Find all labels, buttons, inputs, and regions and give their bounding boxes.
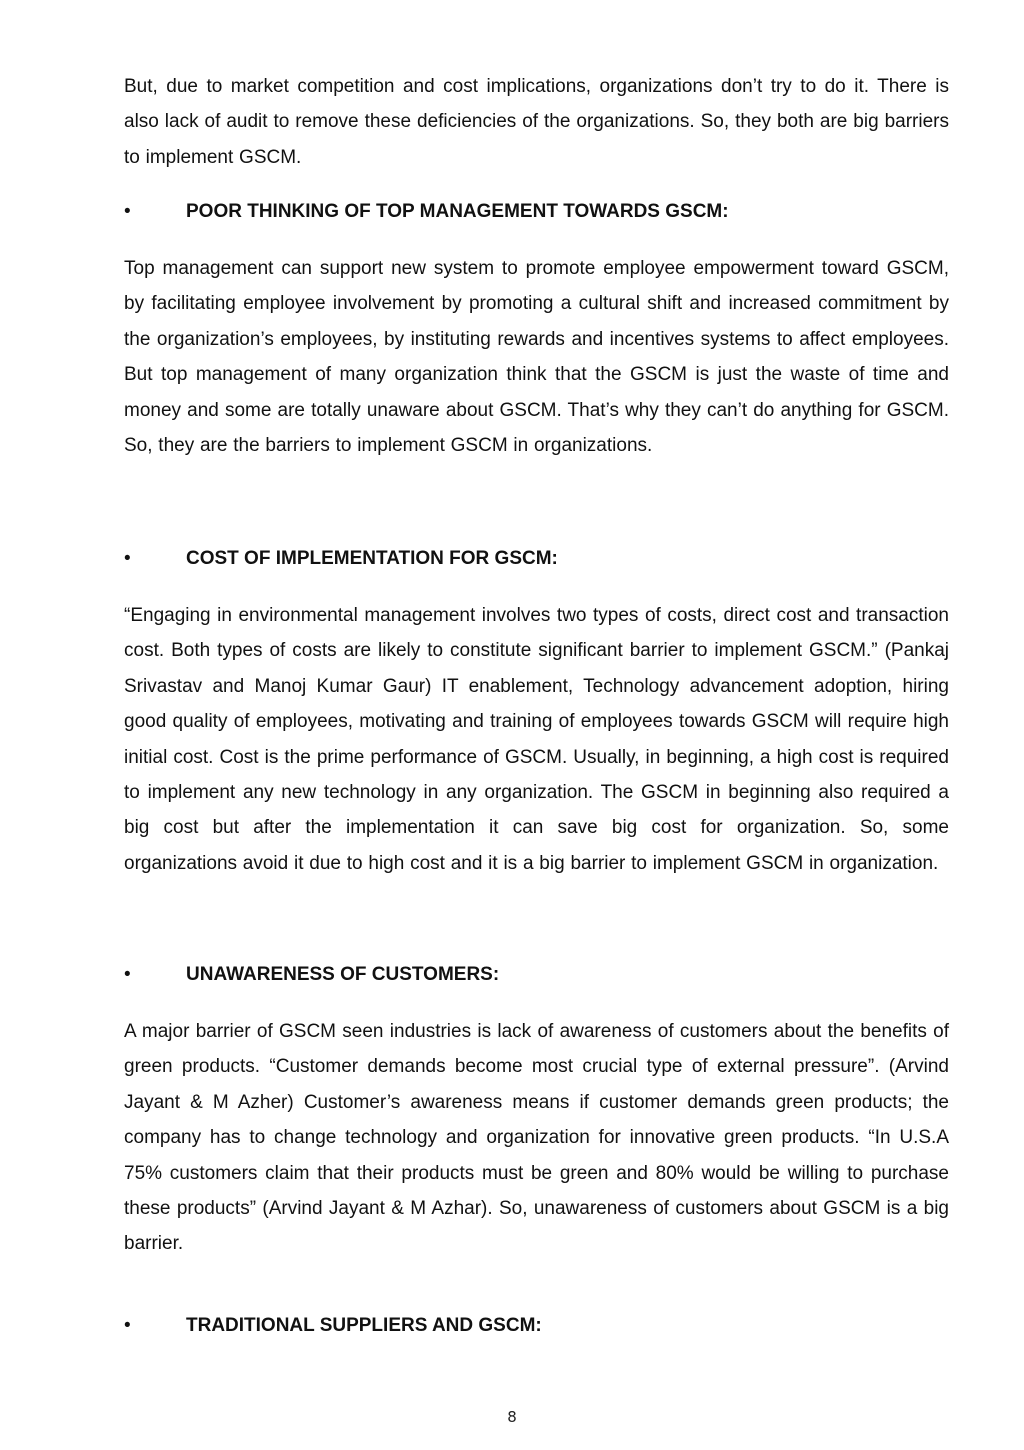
section-heading-text: COST OF IMPLEMENTATION FOR GSCM: [186, 548, 558, 569]
section-heading-text: UNAWARENESS OF CUSTOMERS: [186, 964, 500, 985]
section-body-cost-of-implementation: “Engaging in environmental management involves two types of costs, direct cost and transaction cost. Both types of costs are likely to constitute significant barrier to implement GSCM.” (Pankaj Srivastav and Manoj Kumar Gaur) IT enablement, Technology advancement adoption, hiring good quality of employees, motivating and training of employees towards GSCM will require high initial cost. Cost is the prime performance of GSCM. Usually, in beginning, a high cost is required to implement any new technology in any organization. The GSCM in beginning also required a big cost but after the implementation it can save big cost for organization. So, some organizations avoid it due to high cost and it is a big barrier to implement GSCM in organization. [124, 605, 949, 874]
bullet-icon: • [124, 201, 131, 222]
section-body-unawareness-of-customers: A major barrier of GSCM seen industries is lack of awareness of customers about the benefits of green products. “Customer demands become most crucial type of external pressure”. (Arvind Jayant & M Azher) Customer’s awareness means if customer demands green products; the company has to change technology and organization for innovative green products. “In U.S.A 75% customers claim that their products must be green and 80% would be willing to purchase these products” (Arvind Jayant & M Azhar). So, unawareness of customers about GSCM is a big barrier. [124, 1021, 949, 1255]
page-number: 8 [507, 1408, 517, 1426]
section-heading-cost-of-implementation [124, 546, 949, 572]
section-body-top-management: Top management can support new system to promote employee empowerment toward GSCM, by facilitating employee involvement by promoting a cultural shift and increased commitment by the organization’s employees, by instituting rewards and incentives systems to affect employees. But top management of many organization think that the GSCM is just the waste of time and money and some are totally unaware about GSCM. That’s why they can’t do anything for GSCM. So, they are the barriers to implement GSCM in organizations. [124, 258, 949, 457]
section-heading-unawareness-of-customers [124, 962, 949, 988]
intro-paragraph: But, due to market competition and cost implications, organizations don’t try to do it. There is also lack of audit to remove these deficiencies of the organizations. So, they both are big barriers to implement GSCM. [124, 76, 949, 168]
section-heading-text: TRADITIONAL SUPPLIERS AND GSCM: [186, 1315, 542, 1336]
bullet-icon: • [124, 1315, 131, 1336]
bullet-icon: • [124, 548, 131, 569]
bullet-icon: • [124, 964, 131, 985]
section-heading-top-management [124, 199, 949, 225]
section-heading-text: POOR THINKING OF TOP MANAGEMENT TOWARDS GSCM: [186, 201, 729, 222]
section-heading-traditional-suppliers [124, 1313, 949, 1339]
